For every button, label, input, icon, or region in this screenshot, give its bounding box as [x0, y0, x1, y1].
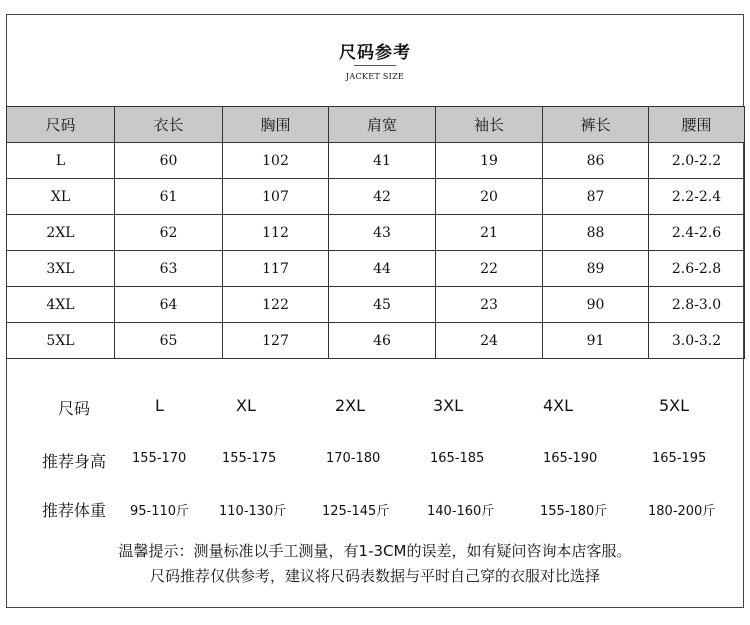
- cell-shoulder: 46: [329, 323, 436, 359]
- cell-chest: 107: [223, 179, 329, 215]
- cell-pants-length: 90: [543, 287, 649, 323]
- cell-size: XL: [7, 179, 115, 215]
- table-row: [7, 179, 745, 215]
- header-shoulder: 肩宽: [329, 107, 436, 143]
- table-row: [7, 215, 745, 251]
- rec-height-label: 推荐身高: [42, 452, 107, 471]
- cell-shoulder: 43: [329, 215, 436, 251]
- rec-height: 165-195: [652, 451, 707, 466]
- rec-height: 165-185: [430, 451, 485, 466]
- cell-pants-length: 88: [543, 215, 649, 251]
- header-waist: 腰围: [649, 107, 745, 143]
- cell-waist: 2.8-3.0: [649, 287, 745, 323]
- chart-title: 尺码参考: [339, 43, 411, 63]
- rec-size: 4XL: [543, 396, 574, 415]
- cell-length: 63: [115, 251, 223, 287]
- rec-height: 170-180: [326, 451, 381, 466]
- cell-pants-length: 87: [543, 179, 649, 215]
- rec-height: 165-190: [543, 451, 598, 466]
- measurement-note: 温馨提示：测量标准以手工测量，有1-3CM的误差，如有疑问咨询本店客服。: [118, 542, 632, 560]
- cell-shoulder: 44: [329, 251, 436, 287]
- header-size: 尺码: [7, 107, 115, 143]
- cell-waist: 2.0-2.2: [649, 143, 745, 179]
- header-length: 衣长: [115, 107, 223, 143]
- rec-weight: 155-180斤: [540, 504, 608, 519]
- rec-weight: 140-160斤: [427, 504, 495, 519]
- cell-waist: 2.2-2.4: [649, 179, 745, 215]
- cell-size: L: [7, 143, 115, 179]
- title-divider: [354, 65, 396, 66]
- header-sleeve: 袖长: [436, 107, 543, 143]
- cell-length: 60: [115, 143, 223, 179]
- rec-size: L: [155, 396, 164, 415]
- cell-shoulder: 42: [329, 179, 436, 215]
- cell-waist: 3.0-3.2: [649, 323, 745, 359]
- rec-size-label: 尺码: [58, 399, 91, 418]
- cell-chest: 102: [223, 143, 329, 179]
- rec-size: 3XL: [433, 396, 464, 415]
- table-row: [7, 251, 745, 287]
- cell-sleeve: 23: [436, 287, 543, 323]
- header-chest: 胸围: [223, 107, 329, 143]
- rec-size: 2XL: [335, 396, 366, 415]
- recommendation-note: 尺码推荐仅供参考，建议将尺码表数据与平时自己穿的衣服对比选择: [149, 567, 600, 585]
- cell-pants-length: 91: [543, 323, 649, 359]
- cell-length: 65: [115, 323, 223, 359]
- rec-weight-label: 推荐体重: [42, 501, 107, 520]
- size-table-header-row: [7, 107, 745, 143]
- rec-weight: 110-130斤: [219, 504, 287, 519]
- rec-height: 155-170: [132, 451, 187, 466]
- cell-shoulder: 45: [329, 287, 436, 323]
- table-row: [7, 143, 745, 179]
- header-pants-length: 裤长: [543, 107, 649, 143]
- rec-weight: 125-145斤: [322, 504, 390, 519]
- cell-size: 3XL: [7, 251, 115, 287]
- cell-waist: 2.4-2.6: [649, 215, 745, 251]
- cell-sleeve: 22: [436, 251, 543, 287]
- rec-height: 155-175: [222, 451, 277, 466]
- cell-pants-length: 86: [543, 143, 649, 179]
- cell-length: 61: [115, 179, 223, 215]
- cell-chest: 117: [223, 251, 329, 287]
- rec-weight: 95-110斤: [130, 504, 190, 519]
- rec-size: 5XL: [659, 396, 690, 415]
- cell-length: 64: [115, 287, 223, 323]
- cell-sleeve: 24: [436, 323, 543, 359]
- cell-pants-length: 89: [543, 251, 649, 287]
- cell-chest: 122: [223, 287, 329, 323]
- cell-sleeve: 21: [436, 215, 543, 251]
- cell-waist: 2.6-2.8: [649, 251, 745, 287]
- cell-size: 2XL: [7, 215, 115, 251]
- chart-subtitle: JACKET SIZE: [345, 72, 405, 81]
- cell-chest: 127: [223, 323, 329, 359]
- cell-size: 5XL: [7, 323, 115, 359]
- size-table: [6, 106, 745, 359]
- rec-weight: 180-200斤: [648, 504, 716, 519]
- cell-chest: 112: [223, 215, 329, 251]
- table-row: [7, 323, 745, 359]
- cell-sleeve: 19: [436, 143, 543, 179]
- cell-sleeve: 20: [436, 179, 543, 215]
- table-row: [7, 287, 745, 323]
- cell-length: 62: [115, 215, 223, 251]
- cell-shoulder: 41: [329, 143, 436, 179]
- cell-size: 4XL: [7, 287, 115, 323]
- rec-size: XL: [236, 396, 256, 415]
